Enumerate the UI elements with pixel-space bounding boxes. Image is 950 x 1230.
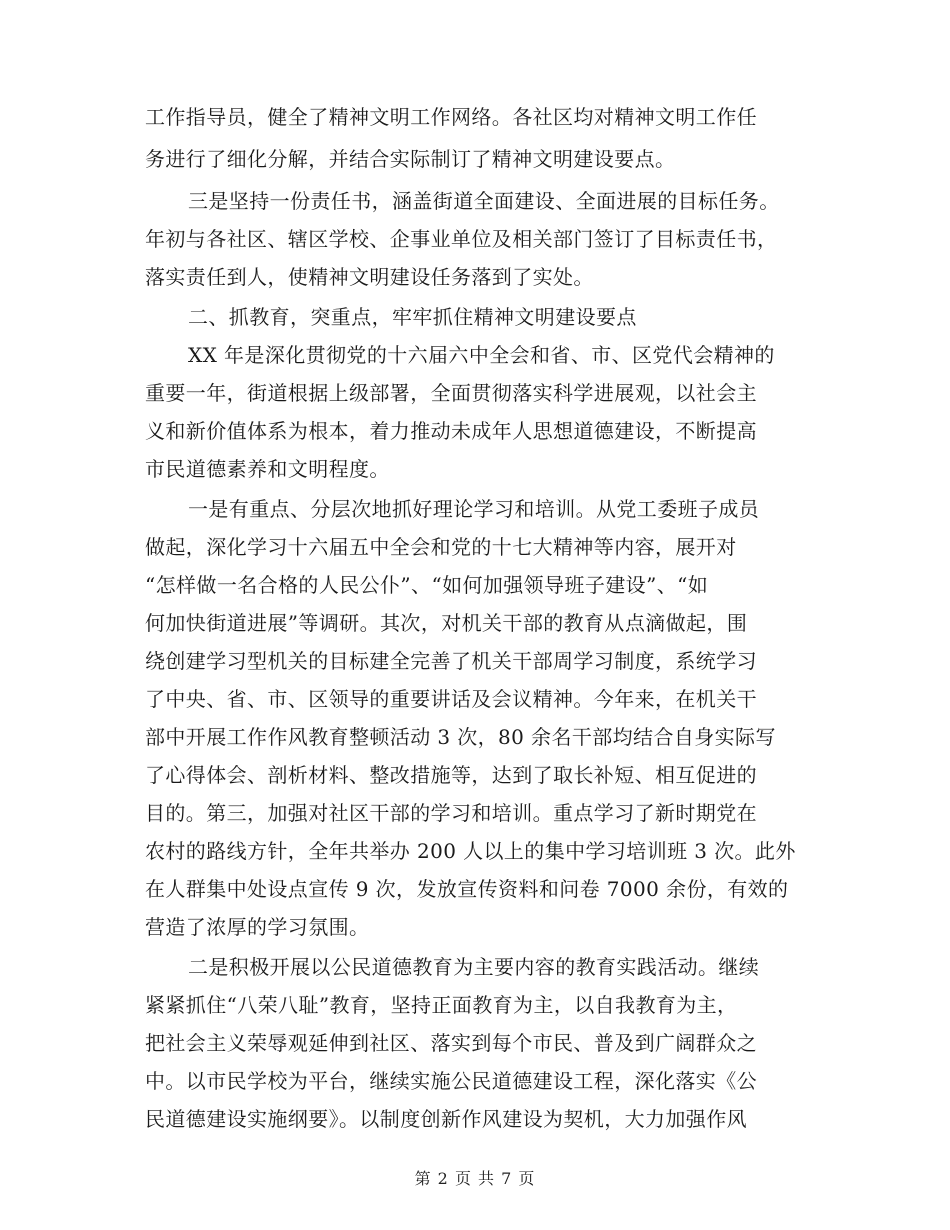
body-line: 市民道德素养和文明程度。 (145, 457, 390, 481)
body-line: 落实责任到人，使精神文明建设任务落到了实处。 (145, 265, 594, 289)
body-line: 目的。第三，加强对社区干部的学习和培训。重点学习了新时期党在 (145, 801, 757, 825)
body-line: 绕创建学习型机关的目标建全完善了机关干部周学习制度，系统学习 (145, 649, 757, 673)
body-line: 农村的路线方针，全年共举办 200 人以上的集中学习培训班 3 次。此外 (145, 839, 796, 863)
body-line: 中。以市民学校为平台，继续实施公民道德建设工程，深化落实《公 (145, 1069, 757, 1093)
body-line: “怎样做一名合格的人民公仆”、“如何加强领导班子建设”、“如 (145, 573, 709, 597)
body-line: 营造了浓厚的学习氛围。 (145, 915, 370, 939)
body-line: 民道德建设实施纲要》。以制度创新作风建设为契机，大力加强作风 (145, 1107, 747, 1131)
body-line: 三是坚持一份责任书，涵盖街道全面建设、全面进展的目标任务。 (188, 189, 780, 213)
body-line: 一是有重点、分层次地抓好理论学习和培训。从党工委班子成员 (188, 497, 760, 521)
body-line: 工作指导员，健全了精神文明工作网络。各社区均对精神文明工作任 (145, 105, 757, 129)
body-line: 务进行了细化分解，并结合实际制订了精神文明建设要点。 (145, 147, 676, 171)
body-line: 义和新价值体系为根本，着力推动未成年人思想道德建设，不断提高 (145, 419, 757, 443)
page-number-footer: 第 2 页 共 7 页 (414, 1169, 536, 1188)
body-line: XX 年是深化贯彻党的十六届六中全会和省、市、区党代会精神的 (188, 343, 775, 367)
body-line: 了中央、省、市、区领导的重要讲话及会议精神。今年来，在机关干 (145, 687, 757, 711)
body-line: 二是积极开展以公民道德教育为主要内容的教育实践活动。继续 (188, 955, 760, 979)
body-line: 在人群集中处设点宣传 9 次，发放宣传资料和问卷 7000 余份，有效的 (145, 877, 789, 901)
body-line: 重要一年，街道根据上级部署，全面贯彻落实科学进展观，以社会主 (145, 381, 757, 405)
body-line: 何加快街道进展”等调研。其次，对机关干部的教育从点滴做起，围 (145, 611, 748, 635)
body-line: 部中开展工作作风教育整顿活动 3 次，80 余名干部均结合自身实际写 (145, 725, 776, 749)
body-line: 年初与各社区、辖区学校、企事业单位及相关部门签订了目标责任书， (145, 227, 778, 251)
body-line: 把社会主义荣辱观延伸到社区、落实到每个市民、普及到广阔群众之 (145, 1031, 757, 1055)
section-heading: 二、抓教育，突重点，牢牢抓住精神文明建设要点 (188, 305, 637, 329)
body-line: 紧紧抓住“八荣八耻”教育，坚持正面教育为主，以自我教育为主， (145, 993, 738, 1017)
body-line: 做起，深化学习十六届五中全会和党的十七大精神等内容，展开对 (145, 535, 737, 559)
body-line: 了心得体会、剖析材料、整改措施等，达到了取长补短、相互促进的 (145, 763, 757, 787)
